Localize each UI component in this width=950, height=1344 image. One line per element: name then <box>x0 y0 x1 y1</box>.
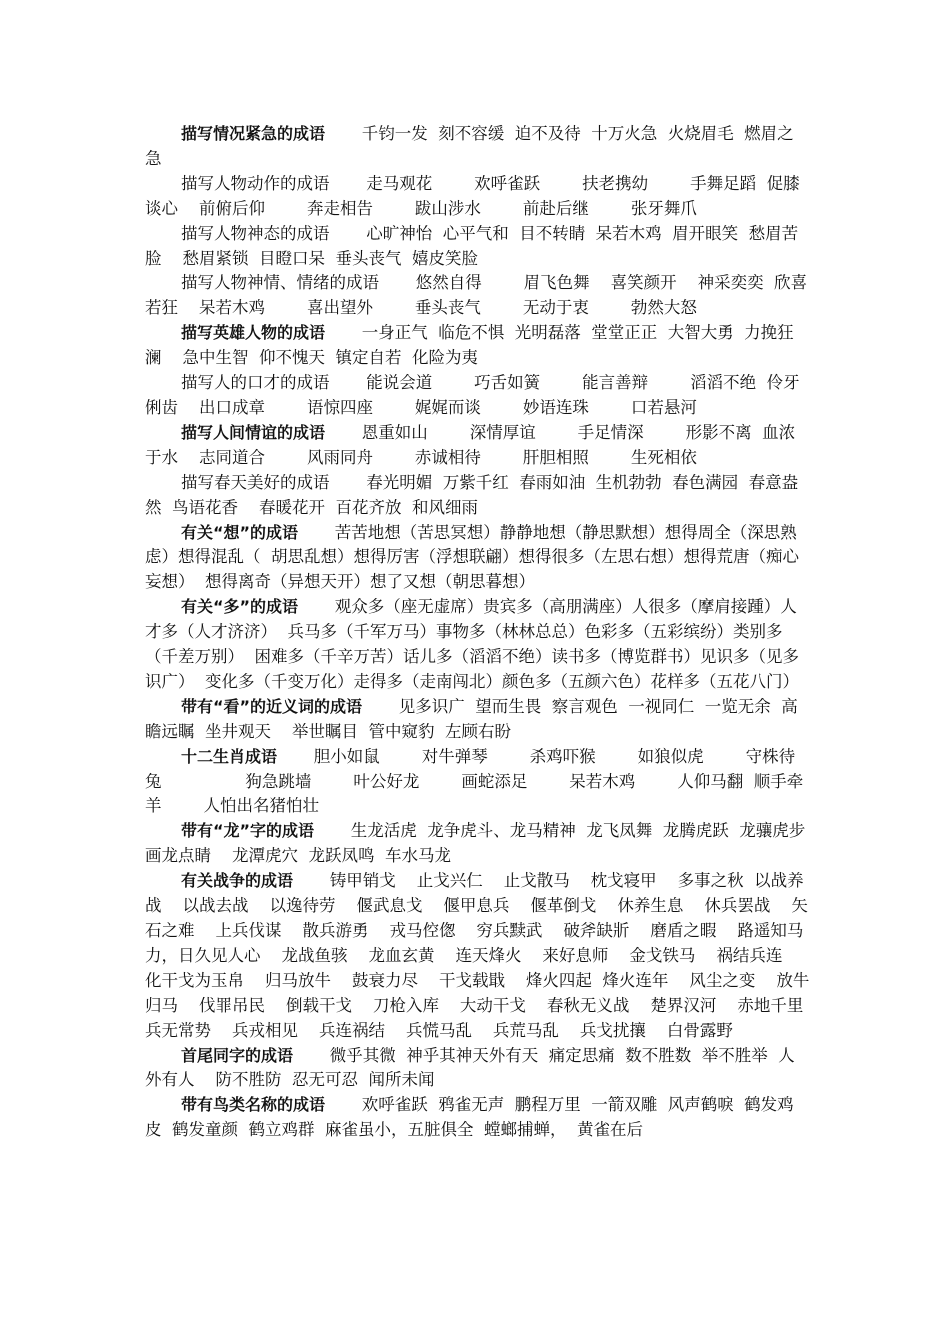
section-emotion <box>145 271 810 321</box>
section-heading: 描写春天美好的成语 <box>181 472 330 492</box>
section-body: 能说会道 巧舌如簧 能言善辩 滔滔不绝 伶牙俐齿 出口成章 语惊四座 娓娓而谈 妙语连珠 口若悬河 <box>145 373 800 417</box>
section-birds <box>145 1093 810 1143</box>
section-heading: 带有鸟类名称的成语 <box>181 1095 326 1115</box>
section-heading: 描写人间情谊的成语 <box>181 422 326 442</box>
section-dragon <box>145 819 816 869</box>
section-body: 一身正气 临危不惧 光明磊落 堂堂正正 大智大勇 力挽狂澜 急中生智 仰不愧天 镇定自若 化险为夷 <box>145 323 794 368</box>
section-expression <box>145 222 810 272</box>
section-heading: 首尾同字的成语 <box>181 1045 294 1065</box>
section-heading: 描写人物神情、情绪的成语 <box>181 273 379 293</box>
section-hero <box>145 321 810 371</box>
section-same-char <box>145 1044 810 1094</box>
section-heading: 描写人的口才的成语 <box>181 373 330 393</box>
section-body: 心旷神怡 心平气和 目不转睛 呆若木鸡 眉开眼笑 愁眉苦脸 愁眉紧锁 目瞪口呆 垂头丧气 嬉皮笑脸 <box>145 223 799 268</box>
section-zodiac <box>145 745 810 820</box>
section-urgent <box>145 122 810 172</box>
section-body: 千钧一发 刻不容缓 迫不及待 十万火急 火烧眉毛 燃眉之急 <box>145 124 794 168</box>
section-heading: 有关战争的成语 <box>181 871 294 891</box>
section-heading: 带有“看”的近义词的成语 <box>181 696 363 716</box>
section-heading: 带有“龙”字的成语 <box>181 821 315 841</box>
section-heading: 描写人物动作的成语 <box>181 173 330 193</box>
section-heading: 有关“想”的成语 <box>181 522 299 542</box>
section-look <box>145 695 810 745</box>
section-heading: 描写情况紧急的成语 <box>181 124 326 143</box>
section-friendship <box>145 421 810 471</box>
section-heading: 有关“多”的成语 <box>181 597 299 617</box>
section-heading: 描写英雄人物的成语 <box>181 323 326 343</box>
section-body: 微乎其微 神乎其神天外有天 痛定思痛 数不胜数 举不胜举 人外有人 防不胜防 忍无可忍 闻所未闻 <box>145 1045 795 1090</box>
section-body: 走马观花 欢呼雀跃 扶老携幼 手舞足蹈 促膝谈心 前俯后仰 奔走相告 跋山涉水 前赴后继 张牙舞爪 <box>145 173 800 218</box>
section-eloquence <box>145 371 810 421</box>
section-body: 胆小如鼠 对牛弹琴 杀鸡吓猴 如狼似虎 守株待兔 狗急跳墙 叶公好龙 画蛇添足 呆若木鸡 人仰马翻 顺手牵羊 人怕出名猪怕壮 <box>145 746 804 816</box>
section-body: 见多识广 望而生畏 察言观色 一视同仁 一览无余 高瞻远瞩 坐井观天 举世瞩目 管中窥豹 左顾右盼 <box>145 696 798 741</box>
section-body: 铸甲销戈 止戈兴仁 止戈散马 枕戈寝甲 多事之秋 以战养战 以战去战 以逸待劳 偃武息戈 偃甲息兵 偃革倒戈 休养生息 休兵罢战 矢石之难 上兵伐谋 散兵游勇 戎马倥偬 穷兵黩武 破斧缺斨 磨盾之暇 路遥知马力，日久见人心 龙战鱼骇 龙血玄黄 连天烽火 来好息师 金戈铁马 祸结兵连 化干戈为玉帛 归马放牛 鼓衰力尽 干戈载戢 烽火四起 烽火连年 风尘之变 放牛归马 伐罪吊民 倒载干戈 刀枪入库 大动干戈 春秋无义战 楚界汉河 赤地千里 兵无常势 兵戎相见 兵连祸结 兵慌马乱 兵荒马乱 兵戈扰攘 白骨露野 <box>145 871 825 1040</box>
section-think <box>145 521 810 596</box>
section-spring <box>145 471 810 521</box>
section-body: 生龙活虎 龙争虎斗、龙马精神 龙飞凤舞 龙腾虎跃 龙骧虎步 画龙点睛 龙潭虎穴 龙跃凤鸣 车水马龙 <box>145 821 816 866</box>
idiom-list <box>145 122 825 1143</box>
section-body: 悠然自得 眉飞色舞 喜笑颜开 神采奕奕 欣喜若狂 呆若木鸡 喜出望外 垂头丧气 无动于衷 勃然大怒 <box>145 273 808 318</box>
section-war <box>145 869 825 1043</box>
section-body: 苦苦地想（苦思冥想）静静地想（静思默想）想得周全（深思熟虑）想得混乱（ 胡思乱想）想得厉害（浮想联翩）想得很多（左思右想）想得荒唐（痴心妄想） 想得离奇（异想天开）想了又想（朝思暮想） <box>145 522 799 592</box>
section-body: 恩重如山 深情厚谊 手足情深 形影不离 血浓于水 志同道合 风雨同舟 赤诚相待 肝胆相照 生死相依 <box>145 422 796 467</box>
section-heading: 十二生肖成语 <box>181 746 278 766</box>
section-body: 观众多（座无虚席）贵宾多（高朋满座）人很多（摩肩接踵）人才多（人才济济） 兵马多（千军万马）事物多（林林总总）色彩多（五彩缤纷）类别多（千差万别） 困难多（千辛万苦）话儿多（滔滔不绝）读书多（博览群书）见识多（见多识广） 变化多（千变万化）走得多（走南闯北）颜色多（五颜六色）花样多（五花八门） <box>145 597 799 691</box>
section-many <box>145 595 810 695</box>
section-body: 春光明媚 万紫千红 春雨如油 生机勃勃 春色满园 春意盎然 鸟语花香 春暖花开 百花齐放 和风细雨 <box>145 472 799 517</box>
section-action <box>145 172 810 222</box>
section-heading: 描写人物神态的成语 <box>181 223 330 243</box>
section-body: 欢呼雀跃 鸦雀无声 鹏程万里 一箭双雕 风声鹤唳 鹤发鸡皮 鹤发童颜 鹤立鸡群 麻雀虽小，五脏俱全 螳螂捕蝉， 黄雀在后 <box>145 1095 794 1140</box>
